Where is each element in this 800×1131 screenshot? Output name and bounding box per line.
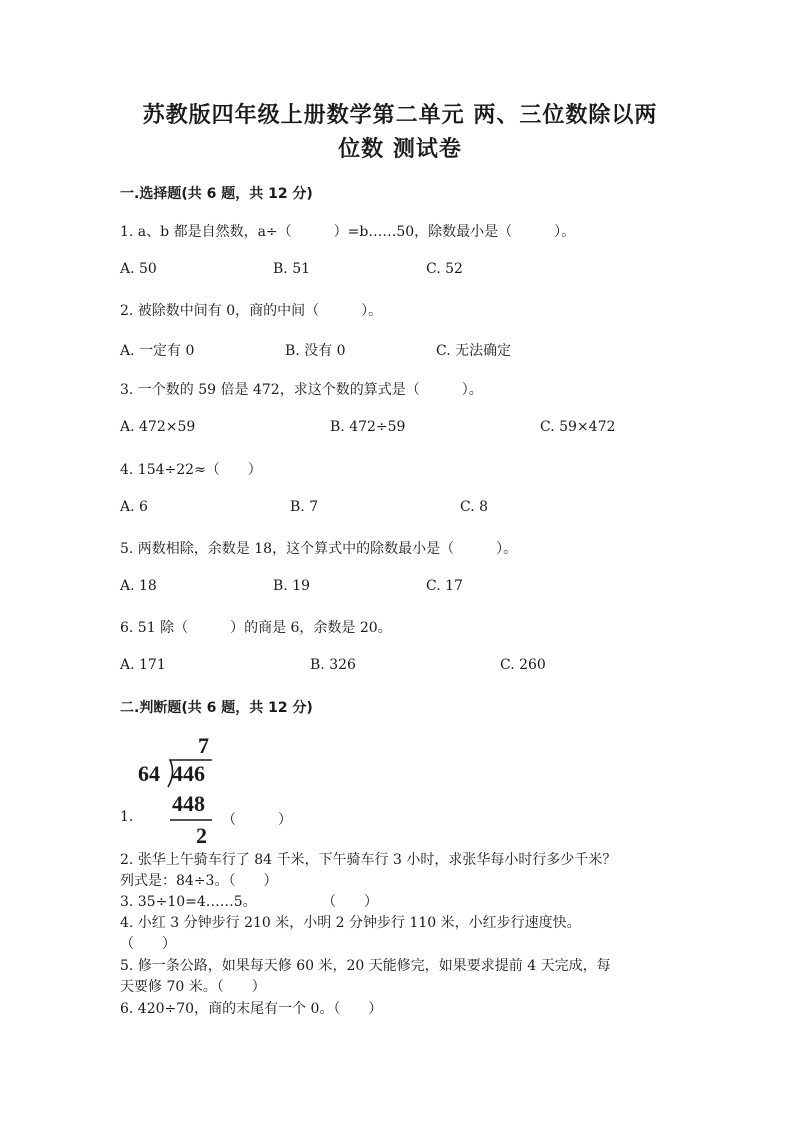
division-remainder: 2: [196, 823, 207, 848]
judge-2-line1: 2. 张华上午骑车行了 84 千米，下午骑车行 3 小时，求张华每小时行多少千米？: [120, 852, 617, 868]
question-6-option-c: C. 260: [500, 657, 546, 673]
division-underline: [170, 818, 214, 822]
division-quotient: 7: [198, 733, 209, 758]
division-dividend: 446: [172, 761, 205, 786]
question-6-stem: 6. 51 除（ ）的商是 6，余数是 20。: [120, 620, 392, 636]
question-5-option-b: B. 19: [273, 578, 311, 594]
judge-4-line2: （ ）: [120, 936, 176, 952]
question-4-option-c: C. 8: [460, 499, 489, 515]
judge-5-line1: 5. 修一条公路，如果每天修 60 米，20 天能修完，如果要求提前 4 天完成，每: [120, 958, 611, 974]
question-4-stem: 4. 154÷22≈（ ）: [120, 462, 262, 478]
question-3-option-b: B. 472÷59: [330, 419, 406, 435]
question-4-option-a: A. 6: [120, 499, 148, 515]
question-1-option-c: C. 52: [426, 261, 463, 277]
long-division-figure: [136, 733, 216, 849]
section-choice-heading: 一.选择题(共 6 题，共 12 分): [120, 186, 313, 202]
question-1-option-a: A. 50: [120, 261, 157, 277]
question-6-option-b: B. 326: [310, 657, 356, 673]
question-1-stem: 1. a、b 都是自然数，a÷（ ）=b……50，除数最小是（ ）。: [120, 224, 576, 240]
question-2-option-c: C. 无法确定: [436, 343, 512, 359]
question-2-option-b: B. 没有 0: [285, 343, 346, 359]
section-judgement-heading: 二.判断题(共 6 题，共 12 分): [120, 700, 313, 716]
judge-1-blank: （ ）: [222, 812, 292, 828]
judge-2-line2: 列式是：84÷3。（ ）: [120, 873, 278, 889]
question-6-option-a: A. 171: [120, 657, 166, 673]
question-3-option-a: A. 472×59: [120, 419, 196, 435]
judge-6-text: 6. 420÷70，商的末尾有一个 0。（ ）: [120, 1001, 383, 1017]
question-3-option-c: C. 59×472: [540, 419, 616, 435]
question-5-option-c: C. 17: [426, 578, 463, 594]
question-1-option-b: B. 51: [273, 261, 311, 277]
division-divisor: 64: [138, 761, 160, 786]
judge-1-number: 1.: [120, 809, 134, 825]
question-3-stem: 3. 一个数的 59 倍是 472，求这个数的算式是（ ）。: [120, 382, 483, 398]
judge-5-line2: 天要修 70 米。（ ）: [120, 979, 266, 995]
division-product: 448: [172, 791, 205, 816]
page-title-line2: 位数 测试卷: [338, 137, 462, 162]
judge-3-blank: （ ）: [322, 894, 378, 910]
question-4-option-b: B. 7: [290, 499, 319, 515]
judge-4-line1: 4. 小红 3 分钟步行 210 米，小明 2 分钟步行 110 米，小红步行速度快。: [120, 915, 581, 931]
judge-3-text: 3. 35÷10=4……5。: [120, 894, 257, 910]
question-2-option-a: A. 一定有 0: [120, 343, 195, 359]
question-5-option-a: A. 18: [120, 578, 157, 594]
question-5-stem: 5. 两数相除，余数是 18，这个算式中的除数最小是（ ）。: [120, 541, 518, 557]
question-2-stem: 2. 被除数中间有 0，商的中间（ ）。: [120, 303, 383, 319]
page-title-line1: 苏教版四年级上册数学第二单元 两、三位数除以两: [142, 103, 658, 128]
